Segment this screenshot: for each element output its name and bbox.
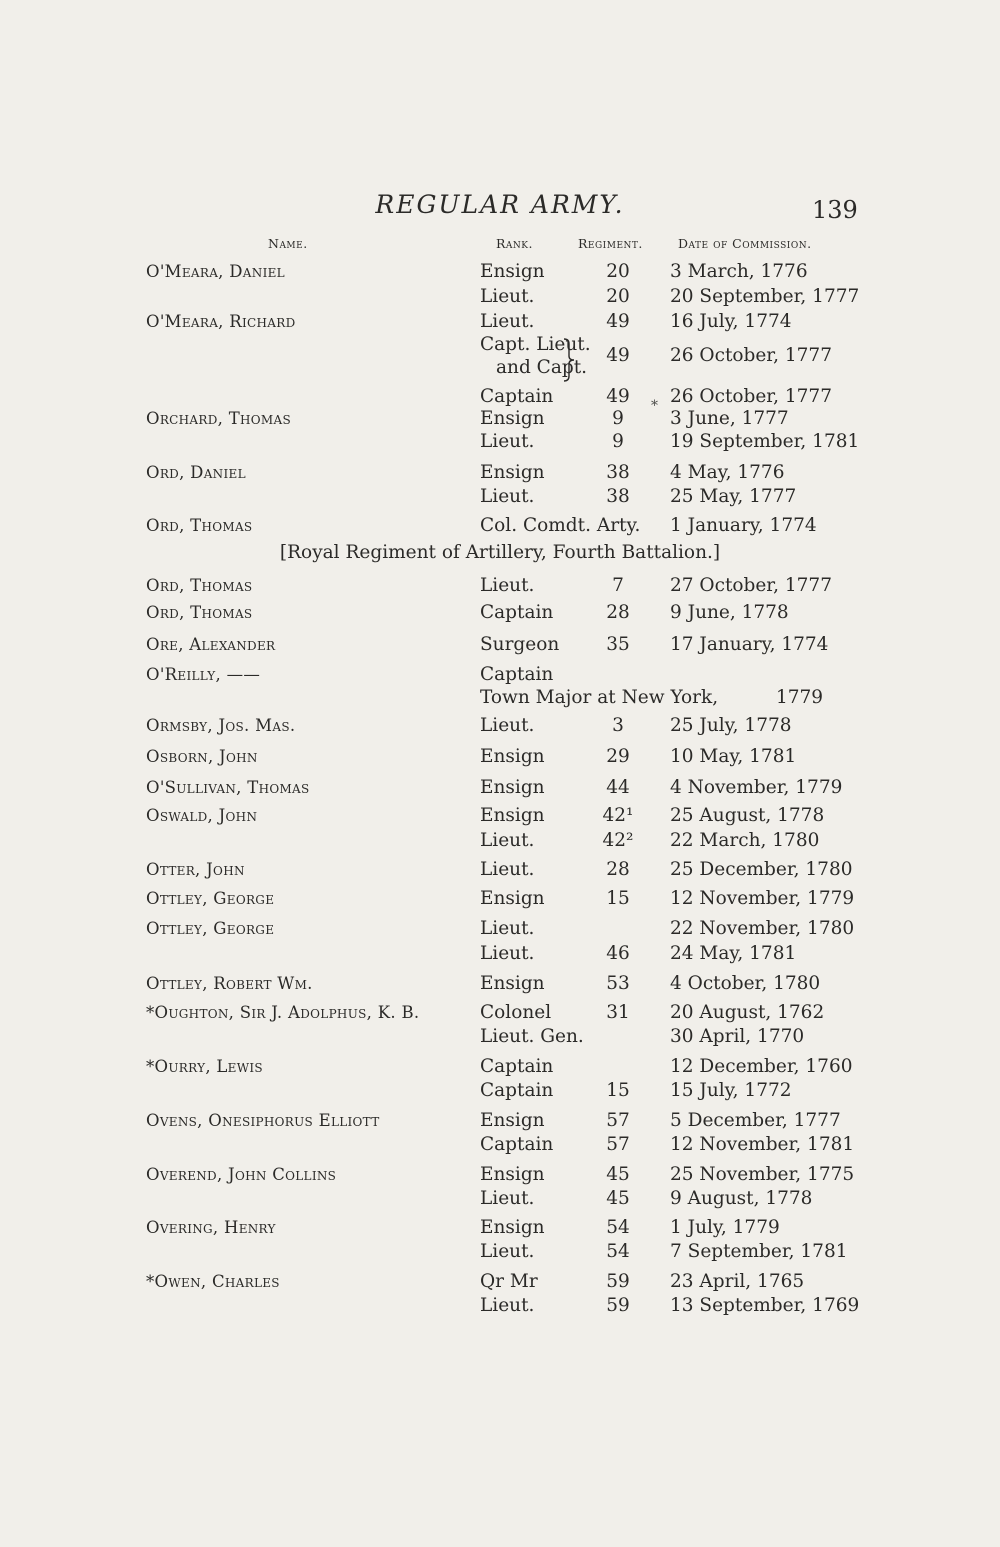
- commission-date: 22 March, 1780: [670, 830, 820, 851]
- artillery-note: [Royal Regiment of Artillery, Fourth Battalion.]: [279, 542, 721, 563]
- officer-name: Ord, Daniel: [146, 463, 246, 482]
- commission-date: 4 November, 1779: [670, 777, 843, 798]
- table-row: [0, 1216, 1000, 1240]
- regiment: 46: [606, 943, 630, 964]
- table-row: [0, 745, 1000, 769]
- rank: Captain: [480, 1080, 554, 1101]
- column-headers: [0, 236, 1000, 256]
- officer-name: Ottley, George: [146, 889, 275, 908]
- table-row: [0, 1055, 1000, 1079]
- regiment: 54: [606, 1241, 630, 1262]
- commission-date: 16 July, 1774: [670, 311, 792, 332]
- rank: Lieut.: [480, 1295, 535, 1316]
- table-row: [0, 714, 1000, 738]
- table-row: [0, 829, 1000, 853]
- commission-date: 20 August, 1762: [670, 1002, 825, 1023]
- table-row: [0, 574, 1000, 598]
- commission-date: 23 April, 1765: [670, 1271, 805, 1292]
- table-row: [0, 1025, 1000, 1049]
- commission-date: 12 December, 1760: [670, 1056, 853, 1077]
- officer-name: Ottley, George: [146, 919, 275, 938]
- running-title: REGULAR ARMY.: [375, 190, 625, 219]
- commission-date: 25 November, 1775: [670, 1164, 855, 1185]
- regiment: 45: [606, 1164, 630, 1185]
- commission-date: 9 August, 1778: [670, 1188, 813, 1209]
- regiment: 7: [612, 575, 624, 596]
- rank: Captain: [480, 386, 554, 407]
- officer-name: O'Reilly, ——: [146, 665, 261, 684]
- rank: Surgeon: [480, 634, 560, 655]
- officer-name: Oswald, John: [146, 806, 258, 825]
- officer-name: Ovens, Onesiphorus Elliott: [146, 1111, 380, 1130]
- commission-date: 26 October, 1777: [670, 386, 832, 407]
- rank: Capt. Lieut.: [480, 334, 591, 355]
- table-row: [0, 430, 1000, 454]
- table-row: [0, 887, 1000, 911]
- regiment: 3: [612, 715, 624, 736]
- table-row: [0, 333, 1000, 357]
- regiment: 9: [612, 408, 624, 429]
- rank: Captain: [480, 1134, 554, 1155]
- table-row: [0, 663, 1000, 687]
- officer-name: O'Meara, Daniel: [146, 262, 285, 281]
- regiment: 15: [606, 1080, 630, 1101]
- regiment: 28: [606, 859, 630, 880]
- rank: Ensign: [480, 746, 545, 767]
- regiment: 31: [606, 1002, 630, 1023]
- officer-name: Ord, Thomas: [146, 603, 253, 622]
- regiment: 59: [606, 1271, 630, 1292]
- table-row: [0, 485, 1000, 509]
- regiment: 35: [606, 634, 630, 655]
- commission-date: 24 May, 1781: [670, 943, 797, 964]
- rank: Col. Comdt. Arty.: [480, 515, 641, 536]
- regiment: 59: [606, 1295, 630, 1316]
- rank: Lieut.: [480, 859, 535, 880]
- rank: Ensign: [480, 1110, 545, 1131]
- rank: Captain: [480, 1056, 554, 1077]
- table-row: [0, 633, 1000, 657]
- commission-date: 7 September, 1781: [670, 1241, 848, 1262]
- commission-date: 25 May, 1777: [670, 486, 797, 507]
- rank: Ensign: [480, 462, 545, 483]
- regiment: 29: [606, 746, 630, 767]
- commission-date: 30 April, 1770: [670, 1026, 805, 1047]
- rank: Qr Mr: [480, 1271, 538, 1292]
- rank: Colonel: [480, 1002, 552, 1023]
- rank: Ensign: [480, 1217, 545, 1238]
- commission-date: 9 June, 1778: [670, 602, 789, 623]
- commission-date: 12 November, 1779: [670, 888, 855, 909]
- rank: Lieut.: [480, 918, 535, 939]
- officer-name: *Oughton, Sir J. Adolphus, K. B.: [146, 1003, 420, 1022]
- commission-date: 3 June, 1777: [670, 408, 789, 429]
- commission-date: 26 October, 1777: [670, 345, 832, 366]
- rank: Town Major at New York,: [480, 687, 719, 708]
- regiment: 38: [606, 462, 630, 483]
- regiment: 28: [606, 602, 630, 623]
- column-header-regiment: Regiment.: [578, 236, 643, 251]
- regiment: 53: [606, 973, 630, 994]
- commission-date: 10 May, 1781: [670, 746, 797, 767]
- regiment: 44: [606, 777, 630, 798]
- officer-name: O'Meara, Richard: [146, 312, 296, 331]
- rank: Ensign: [480, 888, 545, 909]
- table-row: [0, 1294, 1000, 1318]
- commission-date: 27 October, 1777: [670, 575, 832, 596]
- officer-name: Ottley, Robert Wm.: [146, 974, 313, 993]
- table-row: [0, 1079, 1000, 1103]
- table-row: [0, 1163, 1000, 1187]
- regiment: 49: [606, 345, 630, 366]
- rank: Captain: [480, 602, 554, 623]
- table-row: [0, 345, 1000, 380]
- regiment: 38: [606, 486, 630, 507]
- table-row: [0, 260, 1000, 284]
- rank: Lieut.: [480, 1241, 535, 1262]
- rank: Ensign: [480, 805, 545, 826]
- commission-date: 13 September, 1769: [670, 1295, 860, 1316]
- commission-date: 17 January, 1774: [670, 634, 829, 655]
- table-row: [0, 686, 1000, 710]
- commission-date: 4 May, 1776: [670, 462, 785, 483]
- regiment: 42²: [602, 830, 634, 851]
- officer-name: O'Sullivan, Thomas: [146, 778, 310, 797]
- rank: Lieut.: [480, 486, 535, 507]
- officer-name: Osborn, John: [146, 747, 258, 766]
- regiment: 15: [606, 888, 630, 909]
- rank: Ensign: [480, 973, 545, 994]
- table-row: [0, 1187, 1000, 1211]
- regiment: 49: [606, 386, 630, 407]
- rank: Ensign: [480, 261, 545, 282]
- table-row: [0, 514, 1000, 538]
- commission-date: 4 October, 1780: [670, 973, 821, 994]
- commission-date: 25 August, 1778: [670, 805, 825, 826]
- table-row: [0, 942, 1000, 966]
- table-row: [0, 1001, 1000, 1025]
- table-row: [0, 917, 1000, 941]
- regiment: 54: [606, 1217, 630, 1238]
- rank: Lieut.: [480, 575, 535, 596]
- commission-date: 1 July, 1779: [670, 1217, 780, 1238]
- officer-name: Overing, Henry: [146, 1218, 276, 1237]
- commission-date: 3 March, 1776: [670, 261, 808, 282]
- table-row: [0, 804, 1000, 828]
- commission-date: 20 September, 1777: [670, 286, 860, 307]
- table-row: [0, 776, 1000, 800]
- table-row: [0, 461, 1000, 485]
- table-row: [0, 858, 1000, 882]
- officer-name: Ord, Thomas: [146, 576, 253, 595]
- commission-date: 1 January, 1774: [670, 515, 817, 536]
- commission-date: 25 July, 1778: [670, 715, 792, 736]
- table-row: [0, 1270, 1000, 1294]
- table-row: [0, 285, 1000, 309]
- officer-name: Ormsby, Jos. Mas.: [146, 716, 296, 735]
- commission-date: 19 September, 1781: [670, 431, 860, 452]
- table-row: [0, 407, 1000, 431]
- regiment: 45: [606, 1188, 630, 1209]
- table-row: [0, 385, 1000, 409]
- rank: and Capt.: [496, 357, 588, 378]
- officer-name: Otter, John: [146, 860, 245, 879]
- regiment: 42¹: [602, 805, 634, 826]
- regiment: 20: [606, 261, 630, 282]
- table-row: [0, 1133, 1000, 1157]
- table-row: [0, 601, 1000, 625]
- commission-date: 15 July, 1772: [670, 1080, 792, 1101]
- commission-date: 12 November, 1781: [670, 1134, 855, 1155]
- table-row: [0, 1109, 1000, 1133]
- commission-date: 25 December, 1780: [670, 859, 853, 880]
- table-row: [0, 972, 1000, 996]
- regiment: 49: [606, 311, 630, 332]
- officer-name: Ord, Thomas: [146, 516, 253, 535]
- commission-date: 5 December, 1777: [670, 1110, 841, 1131]
- officer-name: *Owen, Charles: [146, 1272, 280, 1291]
- rank: Lieut.: [480, 715, 535, 736]
- rank: Ensign: [480, 777, 545, 798]
- rank: Lieut.: [480, 1188, 535, 1209]
- officer-name: Ore, Alexander: [146, 635, 276, 654]
- rank: Lieut. Gen.: [480, 1026, 584, 1047]
- commission-date: 22 November, 1780: [670, 918, 855, 939]
- rank: Lieut.: [480, 943, 535, 964]
- stray-asterisk: *: [651, 398, 658, 414]
- rank: Ensign: [480, 408, 545, 429]
- regiment: 57: [606, 1110, 630, 1131]
- officer-name: Overend, John Collins: [146, 1165, 337, 1184]
- officer-name: *Ourry, Lewis: [146, 1057, 263, 1076]
- column-header-name: Name.: [268, 236, 308, 251]
- rank: Lieut.: [480, 311, 535, 332]
- regiment: 57: [606, 1134, 630, 1155]
- regiment: 20: [606, 286, 630, 307]
- column-header-rank: Rank.: [496, 236, 533, 251]
- brace-mark: [562, 338, 576, 382]
- page-number: 139: [812, 196, 858, 224]
- regiment: 9: [612, 431, 624, 452]
- rank: Lieut.: [480, 286, 535, 307]
- table-row: [0, 310, 1000, 334]
- rank: Lieut.: [480, 830, 535, 851]
- officer-name: Orchard, Thomas: [146, 409, 292, 428]
- commission-date: 1779: [776, 687, 824, 708]
- table-row: [0, 1240, 1000, 1264]
- rank: Captain: [480, 664, 554, 685]
- column-header-date: Date of Commission.: [678, 236, 812, 251]
- rank: Ensign: [480, 1164, 545, 1185]
- rank: Lieut.: [480, 431, 535, 452]
